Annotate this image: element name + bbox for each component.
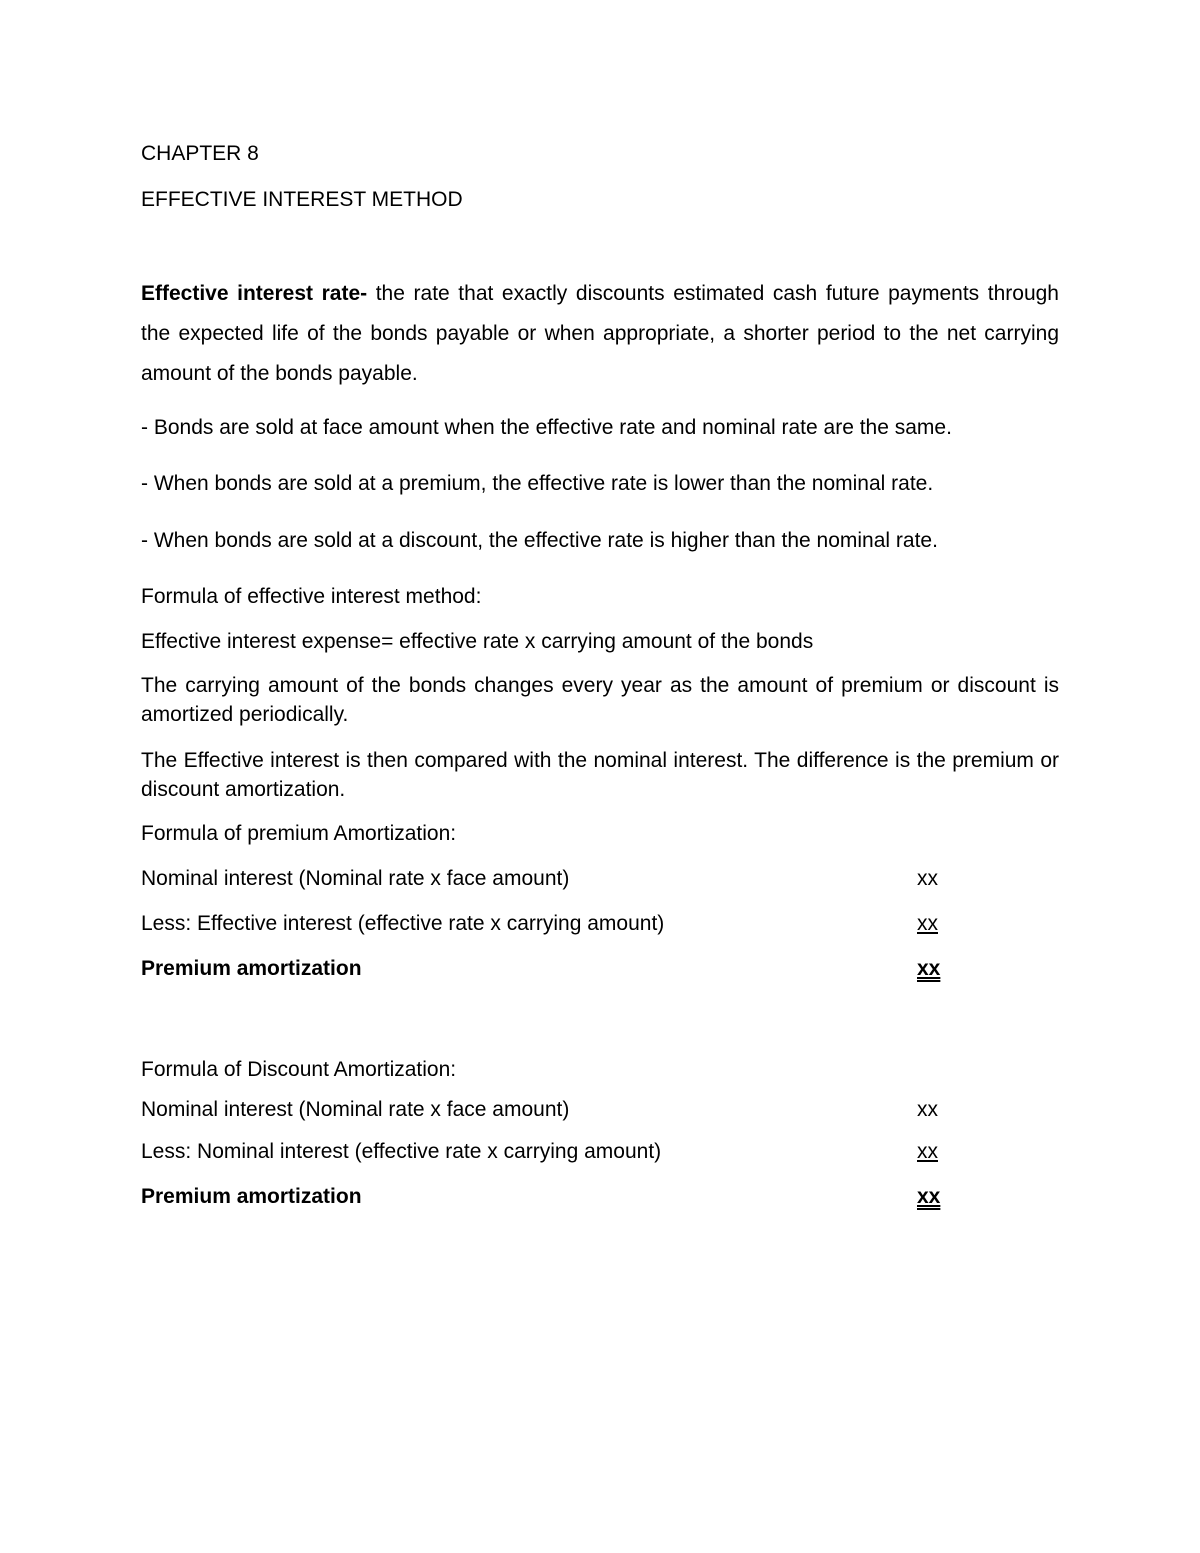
discount-row-total — [141, 1183, 1059, 1211]
row-amount: xx — [917, 1140, 938, 1163]
formula-line: Effective interest expense= effective rate x carrying amount of the bonds — [141, 630, 814, 653]
row-label: Premium amortization — [141, 1185, 362, 1208]
premium-row-nominal-interest — [141, 865, 1059, 893]
row-label: Nominal interest (Nominal rate x face amount) — [141, 1098, 570, 1121]
discount-formula-heading: Formula of Discount Amortization: — [141, 1058, 457, 1081]
premium-row-effective-interest — [141, 910, 1059, 938]
definition-text: the rate that exactly discounts estimated cash future payments through the expected life of the bonds payable or when appropriate, a shorter period to the net carrying amount of the bonds payable. — [141, 282, 1059, 385]
row-label: Less: Effective interest (effective rate x carrying amount) — [141, 912, 665, 935]
premium-formula-heading: Formula of premium Amortization: — [141, 822, 457, 845]
row-label: Less: Nominal interest (effective rate x carrying amount) — [141, 1140, 662, 1163]
carrying-amount-paragraph: The carrying amount of the bonds changes every year as the amount of premium or discount is amortized periodically. — [141, 674, 1059, 726]
bullet-item-discount: - When bonds are sold at a discount, the effective rate is higher than the nominal rate. — [141, 529, 938, 552]
formula-heading: Formula of effective interest method: — [141, 585, 482, 608]
discount-row-nominal-interest — [141, 1096, 1059, 1124]
row-amount: xx — [917, 1098, 938, 1121]
row-amount: xx — [917, 1185, 941, 1208]
definition-term: Effective interest rate- — [141, 282, 368, 305]
row-amount: xx — [917, 957, 941, 980]
bullet-item-face-amount: - Bonds are sold at face amount when the effective rate and nominal rate are the same. — [141, 416, 952, 439]
discount-row-effective-interest — [141, 1138, 1059, 1166]
definition-paragraph — [141, 274, 1059, 394]
row-label: Premium amortization — [141, 957, 362, 980]
comparison-paragraph: The Effective interest is then compared with the nominal interest. The difference is the premium or discount amortization. — [141, 749, 1059, 801]
page-title: EFFECTIVE INTEREST METHOD — [141, 188, 463, 211]
row-label: Nominal interest (Nominal rate x face amount) — [141, 867, 570, 890]
document-page — [141, 0, 1059, 1553]
premium-row-total — [141, 955, 1059, 983]
chapter-heading: CHAPTER 8 — [141, 142, 259, 165]
row-amount: xx — [917, 867, 938, 890]
row-amount: xx — [917, 912, 938, 935]
bullet-item-premium: - When bonds are sold at a premium, the effective rate is lower than the nominal rate. — [141, 472, 934, 495]
